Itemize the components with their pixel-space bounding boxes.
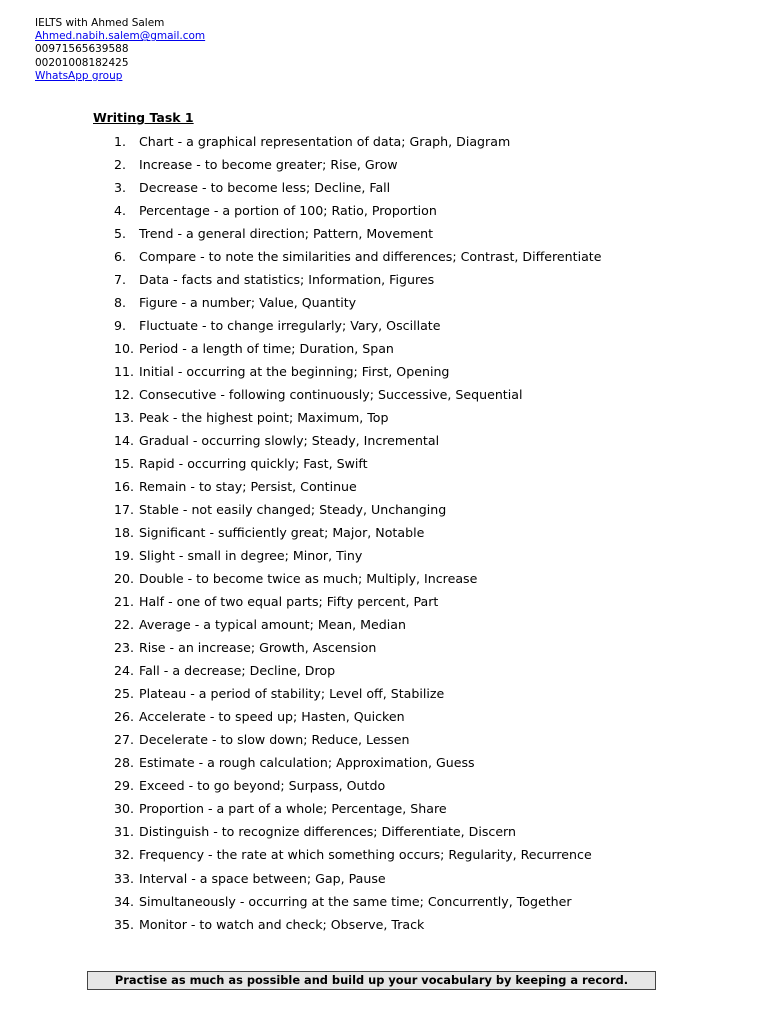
list-item <box>114 753 601 776</box>
list-item-number: 9. <box>114 318 127 334</box>
list-item-number: 5. <box>114 226 127 242</box>
list-item-number: 8. <box>114 295 127 311</box>
list-item-text: Chart - a graphical representation of data; Graph, Diagram <box>139 134 511 149</box>
list-item-text: Exceed - to go beyond; Surpass, Outdo <box>139 778 386 794</box>
list-item-number: 18. <box>114 525 135 541</box>
list-item-text: Average - a typical amount; Mean, Median <box>139 617 406 633</box>
list-item-number: 27. <box>114 732 135 748</box>
list-item <box>114 915 601 938</box>
list-item-text: Significant - sufficiently great; Major, Notable <box>139 525 425 541</box>
list-item <box>114 339 601 362</box>
list-item-text: Rapid - occurring quickly; Fast, Swift <box>139 456 368 472</box>
list-item <box>114 178 601 201</box>
list-item-text: Interval - a space between; Gap, Pause <box>139 870 386 886</box>
list-item <box>114 592 601 615</box>
list-item-text: Accelerate - to speed up; Hasten, Quicken <box>139 709 405 725</box>
list-item-text: Double - to become twice as much; Multiply, Increase <box>139 571 478 587</box>
list-item-number: 4. <box>114 203 127 219</box>
list-item-text: Data - facts and statistics; Information, Figures <box>139 272 435 288</box>
list-item-number: 24. <box>114 663 135 679</box>
list-item-number: 2. <box>114 157 127 173</box>
list-item-text: Proportion - a part of a whole; Percentage, Share <box>139 801 447 817</box>
list-item-number: 15. <box>114 456 135 472</box>
author-name: IELTS with Ahmed Salem <box>35 17 165 29</box>
list-item-text: Distinguish - to recognize differences; Differentiate, Discern <box>139 824 517 840</box>
list-item-text: Percentage - a portion of 100; Ratio, Proportion <box>139 203 437 219</box>
list-item <box>114 224 601 247</box>
list-item <box>114 132 601 155</box>
list-item <box>114 845 601 868</box>
list-item-text: Monitor - to watch and check; Observe, Track <box>139 916 425 932</box>
list-item-number: 33. <box>114 870 135 886</box>
list-item-text: Half - one of two equal parts; Fifty percent, Part <box>139 594 439 610</box>
phone-number-1: 00971565639588 <box>35 43 129 56</box>
list-item-text: Peak - the highest point; Maximum, Top <box>139 410 389 426</box>
list-item-text: Stable - not easily changed; Steady, Unchanging <box>139 502 447 518</box>
list-item-number: 29. <box>114 778 135 794</box>
list-item-text: Period - a length of time; Duration, Span <box>139 341 394 357</box>
list-item <box>114 822 601 845</box>
list-item-number: 10. <box>114 341 135 357</box>
list-item-text: Rise - an increase; Growth, Ascension <box>139 640 377 656</box>
list-item <box>114 569 601 592</box>
list-item-number: 11. <box>114 364 135 380</box>
list-item-text: Gradual - occurring slowly; Steady, Incremental <box>139 433 440 449</box>
list-item <box>114 776 601 799</box>
whatsapp-group-link[interactable]: WhatsApp group <box>35 69 123 82</box>
list-item-text: Figure - a number; Value, Quantity <box>139 295 357 311</box>
list-item <box>114 500 601 523</box>
list-item <box>114 362 601 385</box>
list-item-number: 7. <box>114 272 127 288</box>
list-item-number: 25. <box>114 686 135 702</box>
list-item-text: Plateau - a period of stability; Level off, Stabilize <box>139 686 445 702</box>
phone-number-2: 00201008182425 <box>35 56 129 69</box>
list-item-number: 16. <box>114 479 135 495</box>
list-item-number: 30. <box>114 801 135 817</box>
list-item <box>114 615 601 638</box>
list-item-number: 14. <box>114 433 135 449</box>
list-item-text: Fall - a decrease; Decline, Drop <box>139 663 336 679</box>
list-item-number: 26. <box>114 709 135 725</box>
list-item-text: Initial - occurring at the beginning; First, Opening <box>139 364 450 380</box>
list-item-number: 31. <box>114 824 135 840</box>
list-item <box>114 546 601 569</box>
list-item-number: 17. <box>114 502 135 518</box>
list-item <box>114 869 601 892</box>
list-item-text: Decelerate - to slow down; Reduce, Lessen <box>139 732 410 748</box>
list-item <box>114 799 601 822</box>
list-item-text: Fluctuate - to change irregularly; Vary, Oscillate <box>139 318 441 334</box>
list-item <box>114 316 601 339</box>
list-item-number: 13. <box>114 410 135 426</box>
list-item <box>114 892 601 915</box>
list-item-number: 21. <box>114 594 135 610</box>
footer-note: Practise as much as possible and build up your vocabulary by keeping a record. <box>87 971 656 990</box>
list-item-number: 32. <box>114 847 135 863</box>
list-item-number: 1. <box>114 134 127 149</box>
email-link[interactable]: Ahmed.nabih.salem@gmail.com <box>35 30 206 43</box>
list-item-text: Simultaneously - occurring at the same time; Concurrently, Together <box>139 893 572 909</box>
list-item-text: Increase - to become greater; Rise, Grow <box>139 157 398 173</box>
list-item <box>114 247 601 270</box>
list-item <box>114 661 601 684</box>
list-item-number: 6. <box>114 249 127 265</box>
list-item <box>114 385 601 408</box>
list-item-number: 12. <box>114 387 135 403</box>
list-item-number: 23. <box>114 640 135 656</box>
list-item <box>114 408 601 431</box>
section-title: Writing Task 1 <box>93 110 194 125</box>
list-item-text: Compare - to note the similarities and differences; Contrast, Differentiate <box>139 249 602 265</box>
contact-header <box>35 17 205 83</box>
list-item <box>114 454 601 477</box>
list-item-text: Trend - a general direction; Pattern, Movement <box>139 226 434 242</box>
list-item <box>114 523 601 546</box>
list-item-number: 28. <box>114 755 135 771</box>
vocabulary-list <box>114 132 601 938</box>
list-item-text: Frequency - the rate at which something occurs; Regularity, Recurrence <box>139 847 592 863</box>
list-item-number: 34. <box>114 893 135 909</box>
list-item-number: 20. <box>114 571 135 587</box>
list-item <box>114 707 601 730</box>
list-item-text: Estimate - a rough calculation; Approximation, Guess <box>139 755 475 771</box>
list-item <box>114 730 601 753</box>
list-item-text: Slight - small in degree; Minor, Tiny <box>139 548 363 564</box>
list-item <box>114 638 601 661</box>
list-item <box>114 431 601 454</box>
list-item-text: Decrease - to become less; Decline, Fall <box>139 180 391 196</box>
list-item <box>114 201 601 224</box>
list-item <box>114 477 601 500</box>
list-item <box>114 684 601 707</box>
list-item <box>114 155 601 178</box>
list-item-text: Remain - to stay; Persist, Continue <box>139 479 357 495</box>
list-item-number: 3. <box>114 180 127 196</box>
list-item-number: 22. <box>114 617 135 633</box>
list-item <box>114 293 601 316</box>
list-item-number: 35. <box>114 916 135 932</box>
list-item <box>114 270 601 293</box>
list-item-number: 19. <box>114 548 135 564</box>
list-item-text: Consecutive - following continuously; Successive, Sequential <box>139 387 523 403</box>
